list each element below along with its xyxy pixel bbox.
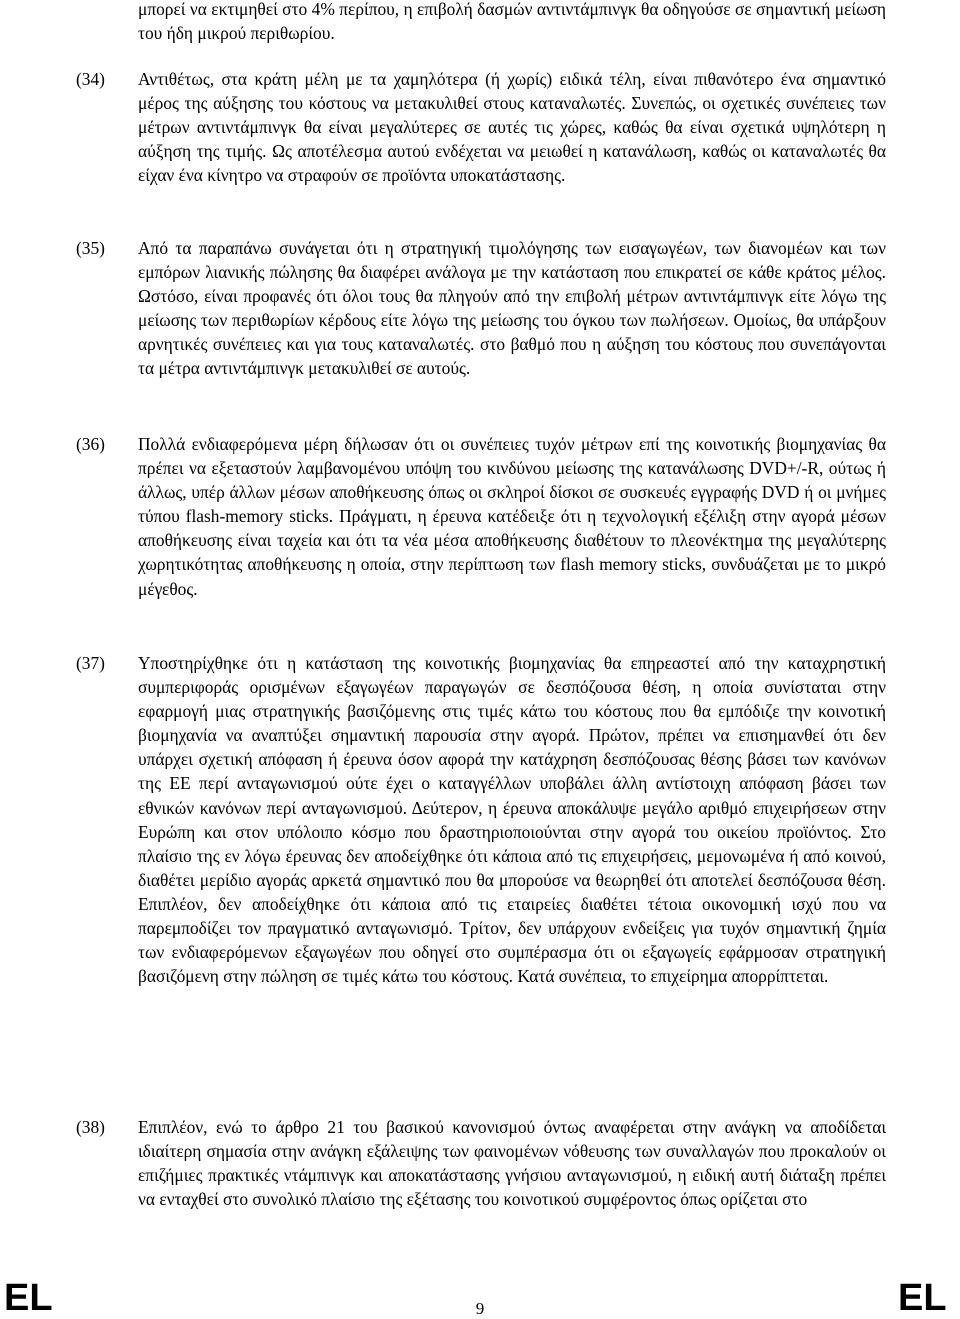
paragraph-number: (35): [76, 238, 105, 258]
paragraph-number: (34): [76, 69, 105, 89]
paragraph-number: (37): [76, 653, 105, 673]
language-tag-left: EL: [4, 1277, 53, 1319]
language-tag-right: EL: [898, 1277, 947, 1319]
paragraph-number: (36): [76, 434, 105, 454]
page-number: 9: [475, 1299, 485, 1318]
paragraph-number: (38): [76, 1117, 105, 1137]
paragraph-text: Υποστηρίχθηκε ότι η κατάσταση της κοινοτικής βιομηχανίας θα επηρεαστεί από την καταχρηστική συμπεριφοράς ορισμένων εξαγωγέων παραγωγών σε δεσπόζουσα θέση, η οποία συνίσταται στην εφαρμογή μιας στρατηγικής βασιζόμενης στις τιμές κάτω του κόστους που θα εμπόδιζε την κοινοτική βιομηχανία να αναπτύξει σημαντική παρουσία στην αγορά. Πρώτον, πρέπει να επισημανθεί ότι δεν υπάρχει σχετική απόφαση ή έρευνα όσον αφορά την κατάχρηση δεσπόζουσας θέσης βάσει των κανόνων της ΕΕ περί ανταγωνισμού ούτε έχει ο καταγγέλλων υποβάλει άλλη αντίστοιχη απόφαση βάσει των εθνικών κανόνων περί ανταγωνισμού. Δεύτερον, η έρευνα αποκάλυψε μεγάλο αριθμό επιχειρήσεων στην Ευρώπη και στον υπόλοιπο κόσμο που δραστηριοποιούνται στην αγορά του οικείου προϊόντος. Στο πλαίσιο της εν λόγω έρευνας δεν αποδείχθηκε ότι κάποια από τις επιχειρήσεις, μεμονωμένα ή από κοινού, διαθέτει μερίδιο αγοράς αρκετά σημαντικό που θα μπορούσε να θεωρηθεί ότι αποτελεί δεσπόζουσα θέση. Επιπλέον, δεν αποδείχθηκε ότι κάποια από τις εταιρείες διαθέτει τέτοια οικονομική ισχύ που να παρεμποδίζει τον πραγματικό ανταγωνισμό. Τρίτον, δεν υπάρχουν ενδείξεις για τυχόν σημαντική ζημία των ενδιαφερόμενων εξαγωγέων που οδηγεί στο συμπέρασμα ότι οι εξαγωγείς εφάρμοσαν στρατηγική βασιζόμενη στην πώληση σε τιμές κάτω του κόστους. Κατά συνέπεια, το επιχείρημα απορρίπτεται.: [138, 653, 886, 987]
paragraph-text: Αντιθέτως, στα κράτη μέλη με τα χαμηλότερα (ή χωρίς) ειδικά τέλη, είναι πιθανότερο ένα σημαντικό μέρος της αύξησης του κόστους να μετακυλιθεί στους καταναλωτές. Συνεπώς, οι σχετικές συνέπειες των μέτρων αντιντάμπινγκ θα είναι μεγαλύτερες σε αυτές τις χώρες, καθώς θα είναι σχετικά υψηλότερη η αύξηση της τιμής. Ως αποτέλεσμα αυτού ενδέχεται να μειωθεί η κατανάλωση, καθώς οι καταναλωτές θα είχαν ένα κίνητρο να στραφούν σε προϊόντα υποκατάστασης.: [138, 69, 886, 186]
paragraph-text: Από τα παραπάνω συνάγεται ότι η στρατηγική τιμολόγησης των εισαγωγέων, των διανομέων και των εμπόρων λιανικής πώλησης θα διαφέρει ανάλογα με την κατάσταση που επικρατεί σε κάθε κράτος μέλος. Ωστόσο, είναι προφανές ότι όλοι τους θα πληγούν από την επιβολή μέτρων αντιντάμπινγκ είτε λόγω της μείωσης των περιθωρίων κέρδους είτε λόγω της μείωσης του όγκου των πωλήσεων. Ομοίως, θα υπάρξουν αρνητικές συνέπειες και για τους καταναλωτές. στο βαθμό που η αύξηση του κόστους που συνεπάγονται τα μέτρα αντιντάμπινγκ μετακυλιθεί σε αυτούς.: [138, 238, 886, 379]
paragraph-text: Επιπλέον, ενώ το άρθρο 21 του βασικού κανονισμού όντως αναφέρεται στην ανάγκη να αποδίδεται ιδιαίτερη σημασία στην ανάγκη εξάλειψης των φαινομένων νόθευσης των συναλλαγών που προκαλούν οι επιζήμιες πρακτικές ντάμπινγκ και αποκατάστασης γνήσιου ανταγωνισμού, η ειδική αυτή διάταξη πρέπει να ενταχθεί στο συνολικό πλαίσιο της εξέτασης του κοινοτικού συμφέροντος όπως ορίζεται στο: [138, 1117, 886, 1210]
paragraph-text: Πολλά ενδιαφερόμενα μέρη δήλωσαν ότι οι συνέπειες τυχόν μέτρων επί της κοινοτικής βιομηχανίας θα πρέπει να εξεταστούν λαμβανομένου υπόψη του κινδύνου μείωσης της κατανάλωσης DVD+/-R, ούτως ή άλλως, υπέρ άλλων μέσων αποθήκευσης όπως οι σκληροί δίσκοι σε συσκευές εγγραφής DVD ή οι μνήμες τύπου flash-memory sticks. Πράγματι, η έρευνα κατέδειξε ότι η τεχνολογική εξέλιξη στην αγορά μέσων αποθήκευσης είναι ταχεία και ότι τα νέα μέσα αποθήκευσης διαθέτουν το πλεονέκτημα της μεγαλύτερης χωρητικότητας αποθήκευσης η οποία, στην περίπτωση των flash memory sticks, συνδυάζεται με το μικρό μέγεθος.: [138, 434, 886, 599]
paragraph-text: μπορεί να εκτιμηθεί στο 4% περίπου, η επιβολή δασμών αντιντάμπινγκ θα οδηγούσε σε σημαντική μείωση του ήδη μικρού περιθωρίου.: [138, 0, 886, 44]
